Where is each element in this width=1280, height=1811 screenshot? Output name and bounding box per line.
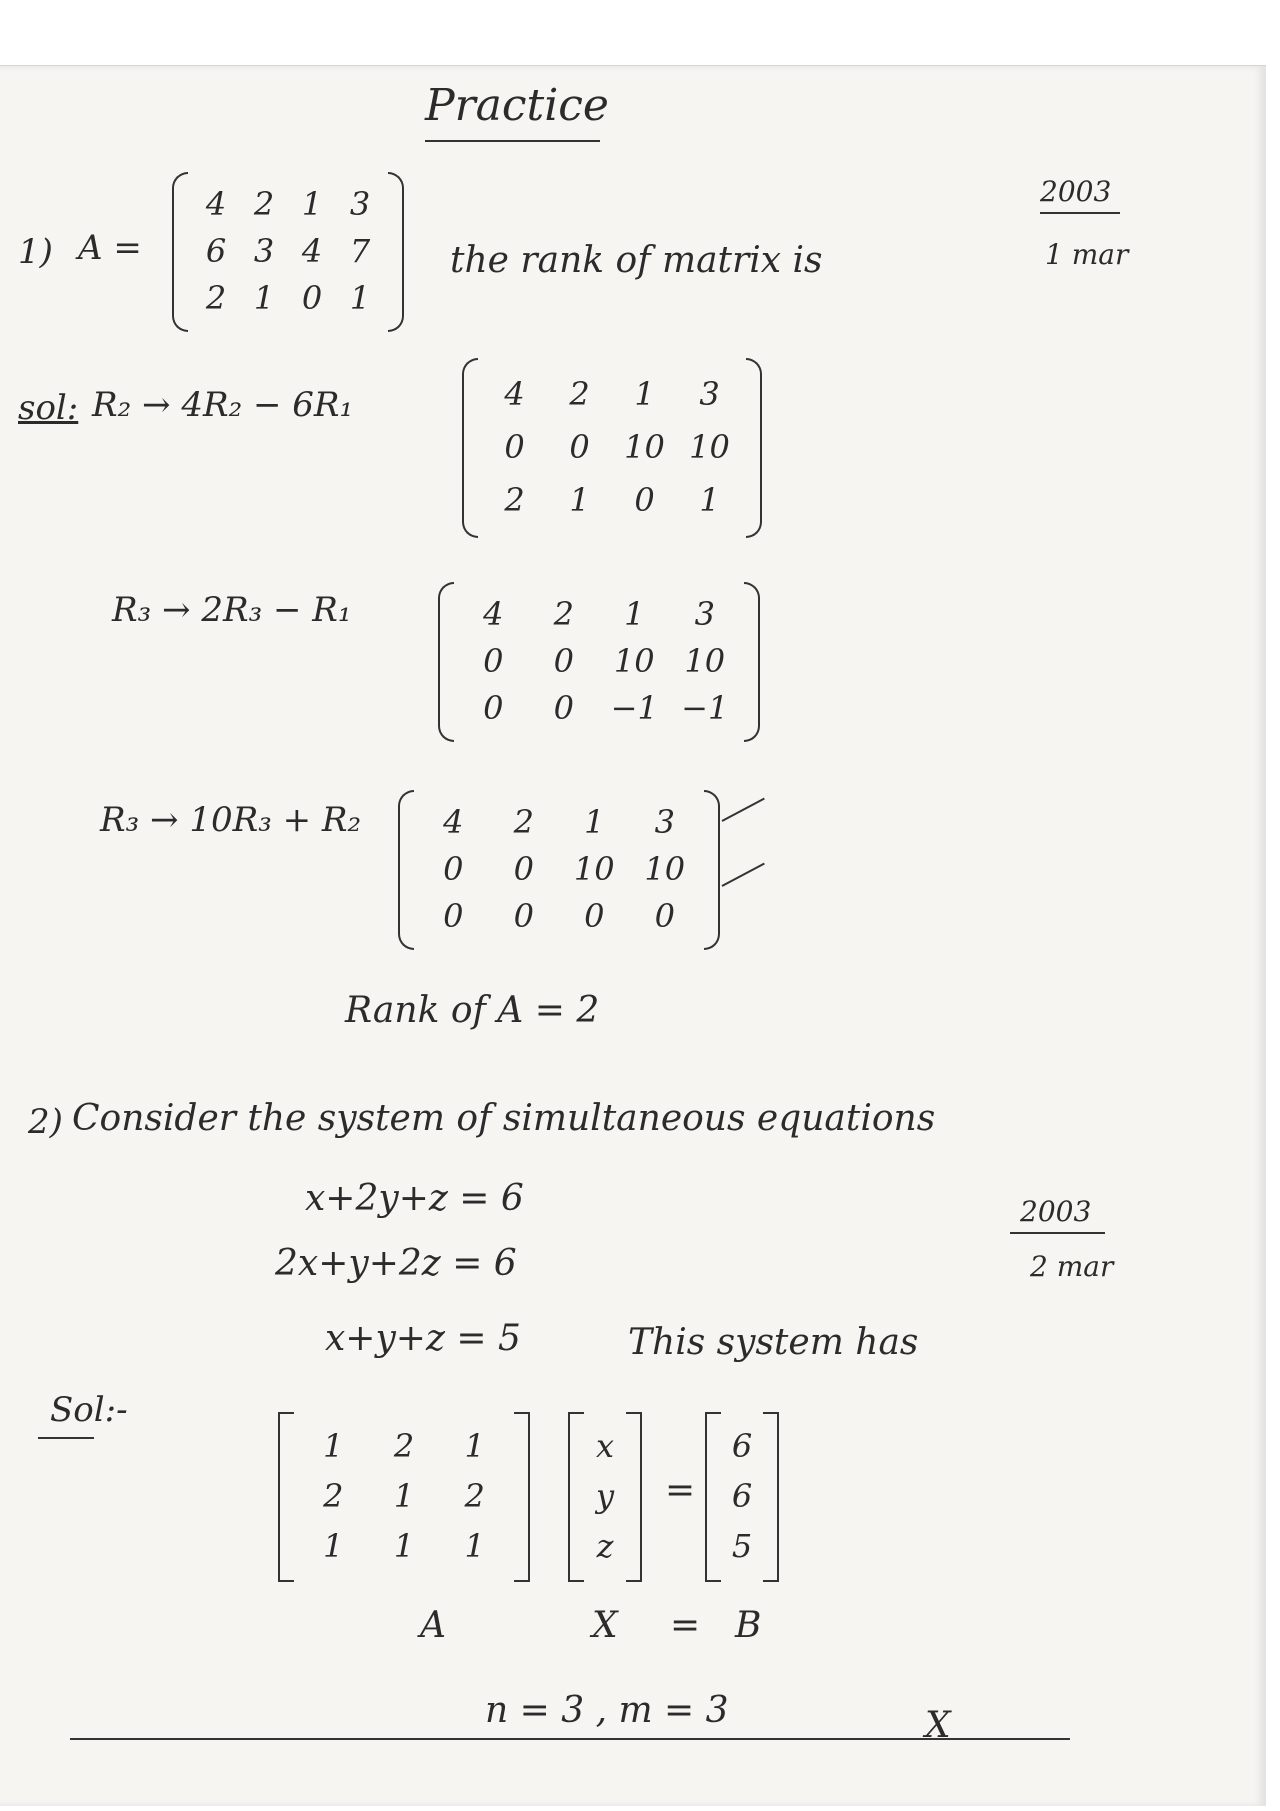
matrix-cell: z	[596, 1527, 614, 1565]
matrix-cell: 0	[483, 688, 504, 727]
matrix-cell: 2	[393, 1427, 415, 1465]
matrix-cell: 6	[731, 1427, 753, 1465]
matrix-cell: 2	[513, 803, 534, 842]
q1-number: 1)	[18, 232, 53, 272]
matrix-cell: 3	[654, 803, 675, 842]
matrix-cell: 1	[253, 278, 275, 317]
matrix-cell: 2	[504, 481, 525, 520]
matrix-cell: 0	[483, 642, 504, 680]
q2-equation-3: x+y+z = 5	[325, 1318, 521, 1359]
matrix-cell: 1	[464, 1427, 485, 1465]
matrix-cell: 2	[464, 1477, 485, 1515]
sol1-step1-op: R₂ → 4R₂ − 6R₁	[92, 385, 354, 425]
sol1-step2-op: R₃ → 2R₃ − R₁	[112, 590, 352, 630]
q2-marks: 2 mar	[1030, 1250, 1114, 1283]
q1-matrix	[172, 172, 404, 332]
matrix-left-bracket	[398, 790, 414, 950]
sol1-step1-matrix	[462, 358, 762, 538]
title-underline	[425, 140, 600, 142]
matrix-cell: 1	[569, 481, 590, 520]
matrix-cell: 4	[443, 803, 464, 842]
q2-equation-1: x+2y+z = 6	[305, 1178, 524, 1219]
matrix-cell: 3	[253, 232, 275, 270]
label-X: X	[592, 1605, 618, 1646]
matrix-cell: 1	[323, 1527, 344, 1565]
matrix-cell: 0	[569, 428, 590, 466]
matrix-cell: 0	[301, 278, 323, 317]
sol1-result: Rank of A = 2	[345, 990, 600, 1031]
matrix-cell: −1	[610, 688, 658, 727]
matrix-cell: −1	[681, 688, 729, 727]
matrix-cell: 4	[301, 232, 323, 270]
matrix-cell: 3	[699, 374, 720, 413]
matrix-cell: 0	[584, 896, 605, 935]
matrix-cell: 10	[644, 850, 686, 888]
matrix-left-bracket	[278, 1412, 294, 1582]
matrix-cell: 5	[731, 1527, 753, 1565]
matrix-cell: 10	[624, 428, 665, 466]
sol1-step2-matrix	[438, 582, 760, 742]
matrix-cell: 2	[569, 374, 590, 413]
matrix-right-bracket	[704, 790, 720, 950]
q1-year: 2003	[1040, 175, 1112, 208]
sol2-label-underline	[38, 1437, 94, 1439]
matrix-cell: 6	[731, 1477, 753, 1515]
dimensions: n = 3 , m = 3	[485, 1690, 729, 1731]
matrix-cell: 1	[323, 1427, 344, 1465]
matrix-cell: 2	[323, 1477, 344, 1515]
matrix-cell: 0	[443, 896, 464, 935]
matrix-cell: 1	[349, 278, 371, 317]
matrix-cell: 0	[513, 850, 534, 888]
matrix-cell: 3	[694, 595, 715, 634]
matrix-cell: 1	[393, 1527, 415, 1565]
matrix-cell: 10	[684, 642, 726, 680]
matrix-cell: x	[595, 1427, 615, 1465]
matrix-left-bracket	[438, 582, 454, 742]
matrix-cell: 1	[301, 185, 323, 224]
matrix-cell: 1	[393, 1477, 415, 1515]
q2-text: Consider the system of simultaneous equations	[72, 1098, 936, 1139]
matrix-cell: 0	[553, 642, 574, 680]
q2-number: 2)	[28, 1102, 63, 1142]
matrix-cell: 3	[349, 185, 371, 224]
sol1-label: sol:	[18, 388, 79, 428]
page-title: Practice	[425, 80, 609, 131]
q1-text: the rank of matrix is	[450, 240, 823, 281]
matrix-cell: 1	[634, 374, 655, 413]
matrix-right-bracket	[514, 1412, 530, 1582]
sol1-step3-matrix	[398, 790, 720, 950]
matrix-cell: 2	[553, 595, 574, 634]
matrix-cell: 1	[624, 595, 645, 634]
matrix-cell: 10	[689, 428, 730, 466]
label-equals: =	[670, 1605, 701, 1646]
matrix-cell: 7	[349, 232, 371, 270]
matrix-cell: 0	[504, 428, 525, 466]
matrix-cell: 1	[584, 803, 605, 842]
label-B: B	[735, 1605, 762, 1646]
q2-year: 2003	[1020, 1195, 1092, 1228]
matrix-right-bracket	[388, 172, 404, 332]
matrix-cell: 2	[253, 185, 275, 224]
matrix-cell: 1	[464, 1527, 485, 1565]
coefficient-matrix-A	[278, 1412, 530, 1582]
label-A: A	[420, 1605, 446, 1646]
matrix-cell: 4	[504, 374, 525, 413]
matrix-cell: 4	[205, 185, 227, 224]
matrix-cell: 10	[613, 642, 655, 680]
matrix-left-bracket	[462, 358, 478, 538]
q1-matrix-label: A =	[78, 228, 142, 268]
matrix-right-bracket	[744, 582, 760, 742]
matrix-cell: 2	[205, 278, 227, 317]
matrix-equals-sign: =	[665, 1470, 696, 1511]
matrix-cell: y	[595, 1477, 615, 1515]
q1-marks: 1 mar	[1045, 238, 1129, 271]
matrix-cell: 6	[205, 232, 227, 270]
matrix-cell: 0	[513, 896, 534, 935]
matrix-right-bracket	[746, 358, 762, 538]
q2-equation-2: 2x+y+2z = 6	[275, 1243, 517, 1284]
matrix-cell: 0	[443, 850, 464, 888]
matrix-cell: 10	[573, 850, 615, 888]
sol2-label: Sol:-	[50, 1390, 128, 1430]
q2-tail-text: This system has	[628, 1322, 919, 1363]
constant-vector-B	[705, 1412, 779, 1582]
matrix-cell: 1	[699, 481, 720, 520]
matrix-cell: 4	[483, 595, 504, 634]
sol1-step3-op: R₃ → 10R₃ + R₂	[100, 800, 362, 840]
q2-year-underline	[1010, 1232, 1105, 1234]
page-bottom-rule	[70, 1738, 1070, 1740]
matrix-cell: 0	[553, 688, 574, 727]
bottom-mark: X	[925, 1705, 951, 1746]
q1-year-underline	[1040, 212, 1120, 214]
variable-vector-X	[568, 1412, 642, 1582]
matrix-cell: 0	[654, 896, 675, 935]
matrix-cell: 0	[634, 481, 655, 520]
